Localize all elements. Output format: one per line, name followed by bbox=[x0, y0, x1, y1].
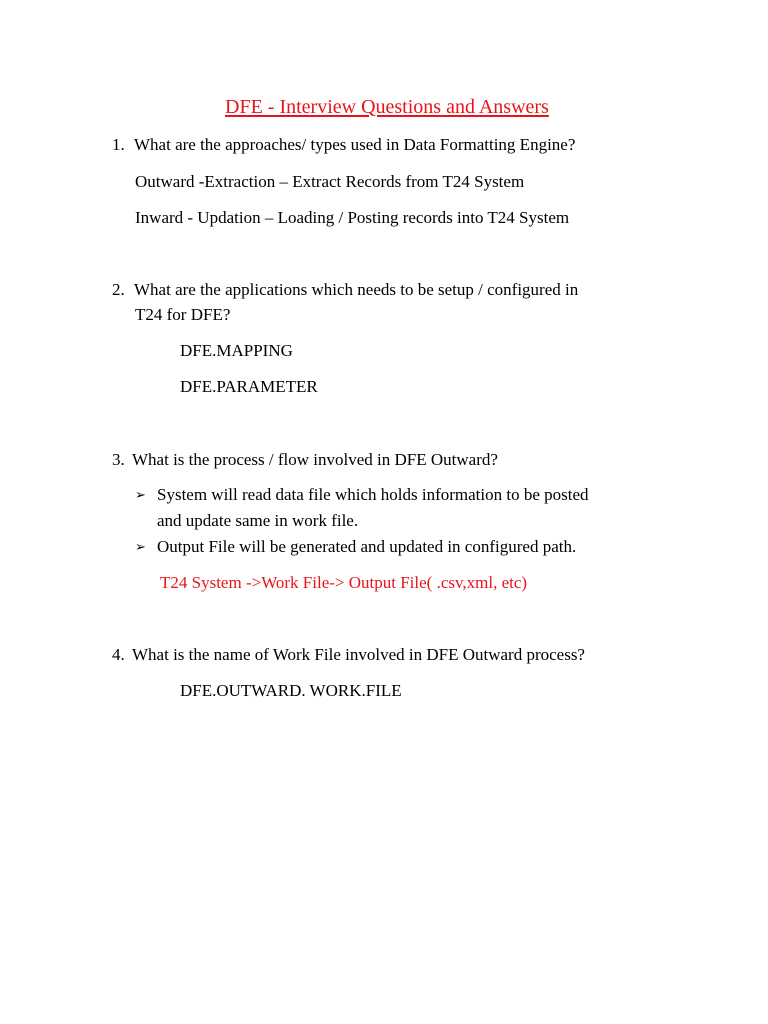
question-1-number: 1. bbox=[112, 135, 125, 154]
answer-4-work-file: DFE.OUTWARD. WORK.FILE bbox=[180, 681, 402, 700]
question-2-number: 2. bbox=[112, 280, 125, 299]
answer-1-inward: Inward - Updation – Loading / Posting records into T24 System bbox=[135, 208, 570, 227]
bullet-item-1 bbox=[135, 485, 589, 505]
bullet-item-2 bbox=[135, 537, 576, 557]
question-3-text: What is the process / flow involved in DFE Outward? bbox=[132, 450, 498, 469]
question-3 bbox=[112, 450, 498, 470]
arrow-bullet-icon: ➢ bbox=[135, 540, 146, 555]
bullet-item-1-line2: and update same in work file. bbox=[157, 511, 359, 530]
question-2-text-line1: What are the applications which needs to be setup / configured in bbox=[134, 280, 579, 299]
bullet-item-1-line1: System will read data file which holds information to be posted bbox=[157, 485, 589, 504]
arrow-bullet-icon: ➢ bbox=[135, 488, 146, 503]
document-title: DFE - Interview Questions and Answers bbox=[225, 96, 549, 118]
answer-2-mapping: DFE.MAPPING bbox=[180, 341, 293, 360]
answer-2-parameter: DFE.PARAMETER bbox=[180, 377, 318, 396]
flow-description: T24 System ->Work File-> Output File( .csv,xml, etc) bbox=[160, 573, 528, 592]
answer-1-outward: Outward -Extraction – Extract Records from T24 System bbox=[135, 172, 525, 191]
bullet-item-2-line1: Output File will be generated and updated in configured path. bbox=[157, 537, 577, 556]
question-2-text-line2: T24 for DFE? bbox=[135, 305, 231, 324]
question-1-text: What are the approaches/ types used in Data Formatting Engine? bbox=[134, 135, 576, 154]
question-1 bbox=[112, 135, 575, 155]
question-2 bbox=[112, 280, 578, 300]
question-4-number: 4. bbox=[112, 645, 125, 664]
question-4 bbox=[112, 645, 585, 665]
question-4-text: What is the name of Work File involved in DFE Outward process? bbox=[132, 645, 585, 664]
question-3-number: 3. bbox=[112, 450, 125, 469]
